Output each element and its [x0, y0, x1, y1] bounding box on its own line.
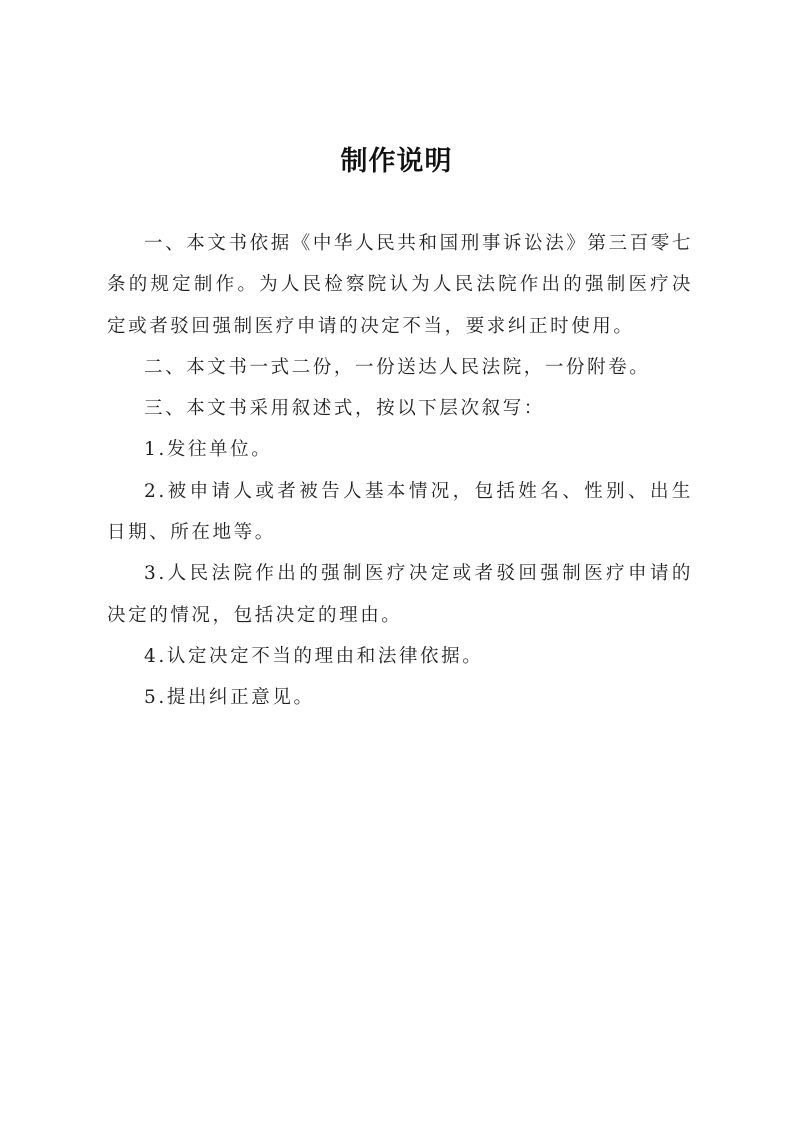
list-item-recipient: 1.发往单位。	[144, 439, 273, 461]
document-body	[107, 223, 693, 719]
list-item-reasons: 4.认定决定不当的理由和法律依据。	[144, 645, 484, 667]
document-title: 制作说明	[340, 146, 453, 177]
list-item-court-decision: 3.人民法院作出的强制医疗决定或者驳回强制医疗申请的决定的情况，包括决定的理由。	[107, 563, 693, 626]
paragraph-copies: 二、本文书一式二份，一份送达人民法院，一份附卷。	[144, 356, 651, 378]
list-item-respondent-info: 2.被申请人或者被告人基本情况，包括姓名、性别、出生日期、所在地等。	[107, 480, 693, 544]
paragraph-legal-basis: 一、本文书依据《中华人民共和国刑事诉讼法》第三百零七条的规定制作。为人民检察院认为人民法院作出的强制医疗决定或者驳回强制医疗申请的决定不当，要求纠正时使用。	[107, 233, 693, 337]
list-item-correction-opinion: 5.提出纠正意见。	[144, 687, 315, 709]
paragraph-writing-method: 三、本文书采用叙述式，按以下层次叙写：	[144, 398, 545, 420]
